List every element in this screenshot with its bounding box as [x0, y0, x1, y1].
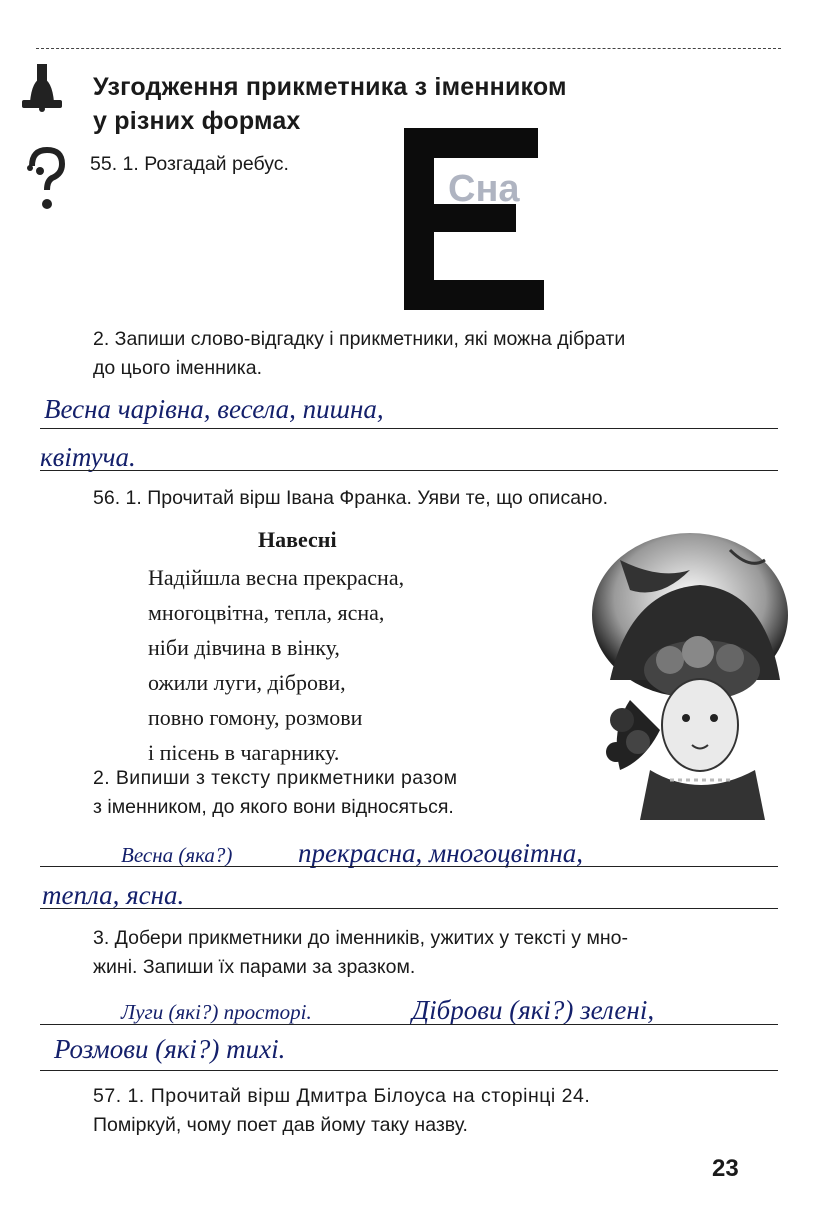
- poem-line: ожили луги, діброви,: [148, 670, 346, 695]
- rebus: [404, 128, 544, 310]
- ex56-example: Луги (які?) просторі.: [121, 1000, 312, 1024]
- poem-line: ніби дівчина в вінку,: [148, 635, 340, 660]
- ex56-answer-prefix: Весна (яка?): [121, 843, 233, 867]
- girl-illustration: [590, 530, 790, 820]
- writing-line: [40, 470, 778, 471]
- writing-line: [40, 428, 778, 429]
- ex55-task2-line2: до цього іменника.: [93, 357, 262, 379]
- ex56-answer-line2: тепла, ясна.: [42, 880, 185, 910]
- question-mark-icon: [20, 144, 72, 214]
- ex55-task2-line1: 2. Запиши слово-відгадку і прикметники, які можна дібрати: [93, 328, 626, 350]
- writing-line: [40, 866, 778, 867]
- ex56-task2-line1: 2. Випиши з тексту прикметники разом: [93, 767, 458, 789]
- ex56-task3-line2: жині. Запиши їх парами за зразком.: [93, 956, 416, 978]
- bell-icon: [18, 62, 68, 112]
- writing-line: [40, 1024, 778, 1025]
- ex56-answer3-line2: Розмови (які?) тихі.: [54, 1034, 286, 1064]
- ex56-answer-line1: прекрасна, многоцвітна,: [298, 838, 584, 868]
- title-line-1: Узгодження прикметника з іменником: [93, 73, 567, 101]
- top-rule: [36, 48, 781, 49]
- poem: [148, 560, 404, 770]
- ex56-task2-line2: з іменником, до якого вони відносяться.: [93, 796, 454, 818]
- ex55-answer-line1: Весна чарівна, весела, пишна,: [44, 394, 384, 424]
- ex55-task1: 55. 1. Розгадай ребус.: [90, 153, 289, 175]
- poem-line: повно гомону, розмови: [148, 705, 363, 730]
- title-line-2: у різних формах: [93, 107, 301, 135]
- writing-line: [40, 1070, 778, 1071]
- writing-line: [40, 908, 778, 909]
- ex57-line2: Поміркуй, чому поет дав йому таку назву.: [93, 1114, 468, 1136]
- ex56-task3-line1: 3. Добери прикметники до іменників, ужитих у тексті у мно-: [93, 927, 628, 949]
- ex56-task1: 56. 1. Прочитай вірш Івана Франка. Уяви те, що описано.: [93, 487, 609, 509]
- poem-line: Надійшла весна прекрасна,: [148, 565, 405, 590]
- ex57-line1: 57. 1. Прочитай вірш Дмитра Білоуса на сторінці 24.: [93, 1085, 591, 1107]
- rebus-hidden-word: Сна: [448, 168, 520, 210]
- poem-title: Навесні: [258, 527, 337, 552]
- page-number: 23: [712, 1155, 739, 1182]
- ex55-answer-line2: квітуча.: [40, 442, 136, 472]
- poem-line: і пісень в чагарнику.: [148, 740, 340, 765]
- rebus-letter-e: [404, 128, 544, 310]
- poem-line: многоцвітна, тепла, ясна,: [148, 600, 385, 625]
- ex56-answer3-line1: Діброви (які?) зелені,: [412, 995, 655, 1025]
